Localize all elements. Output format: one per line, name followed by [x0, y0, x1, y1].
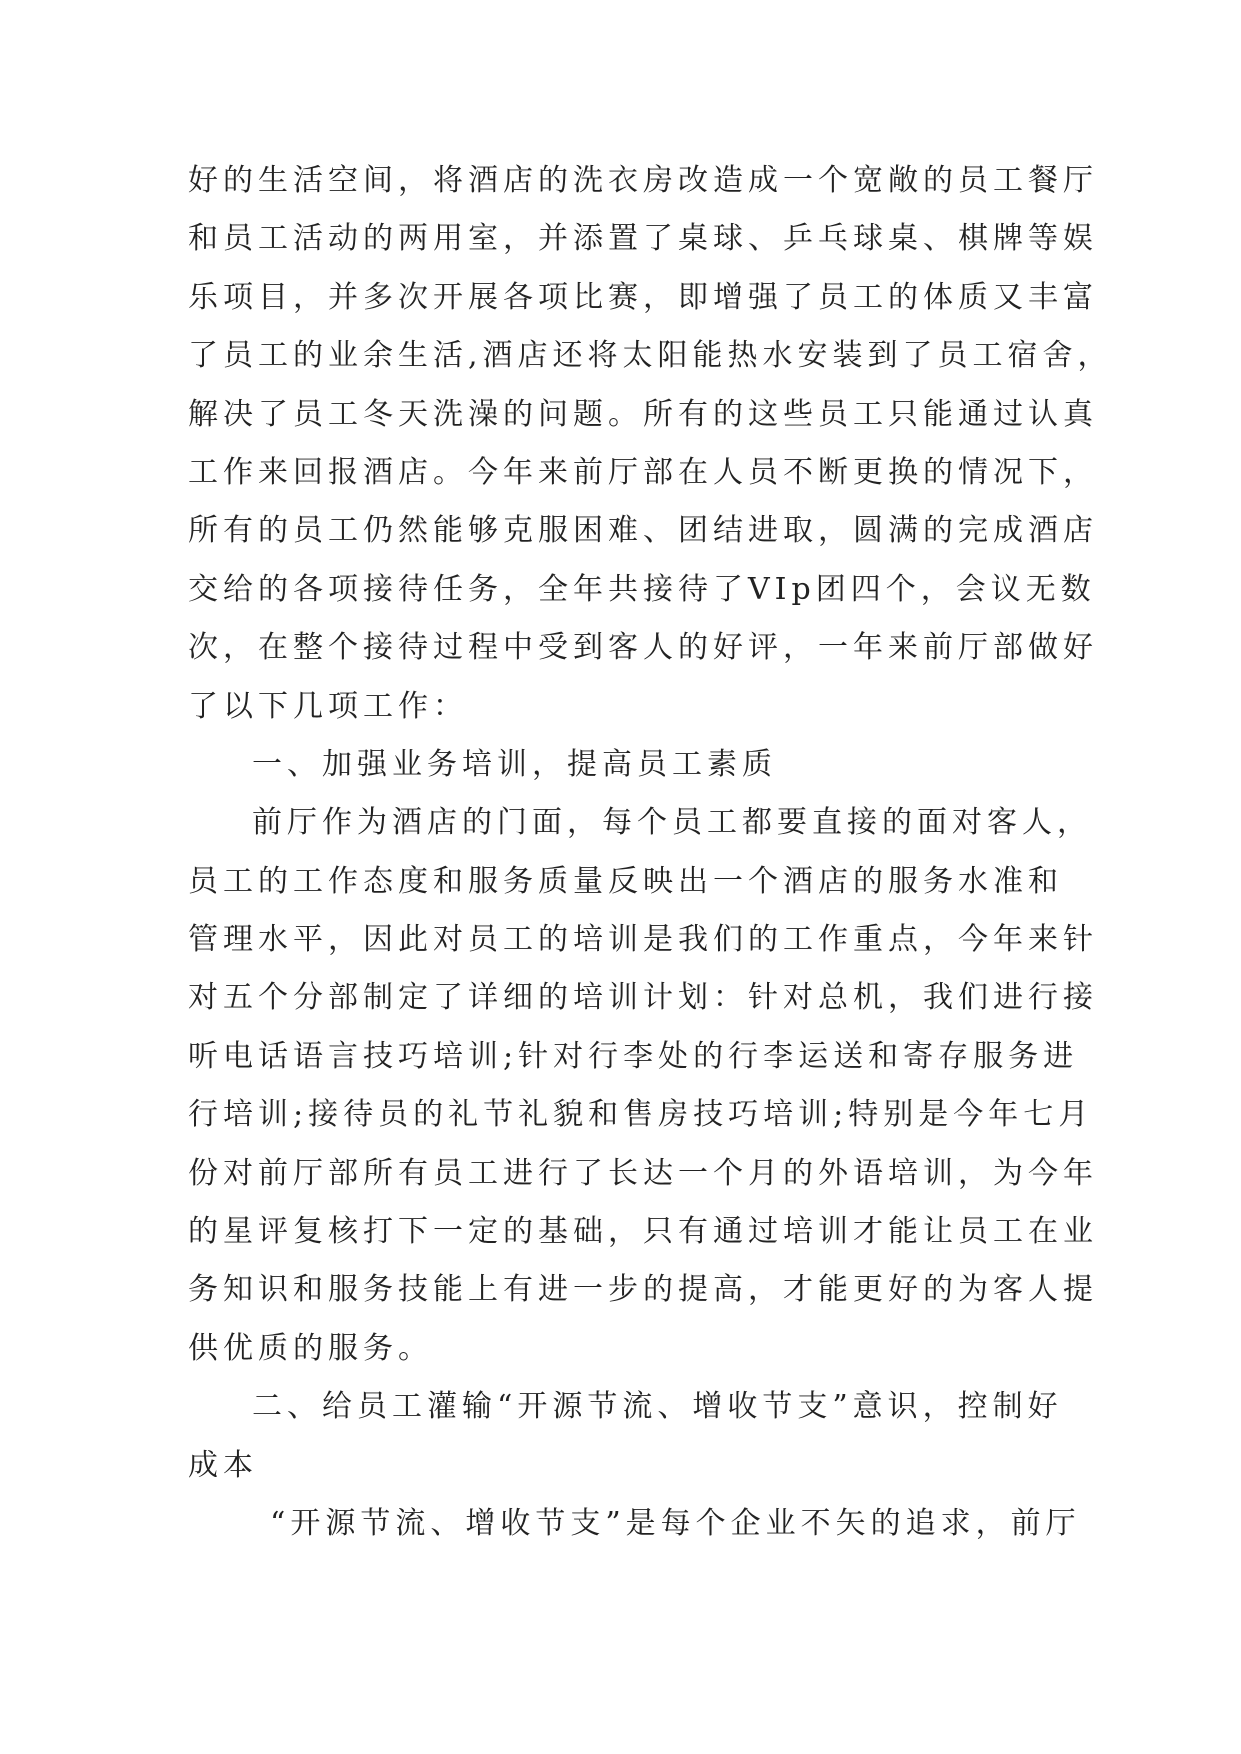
- document-body: [188, 152, 1113, 1553]
- text-line: 所有的员工仍然能够克服困难、团结进取，圆满的完成酒店: [188, 513, 1098, 549]
- text-line: 交给的各项接待任务，全年共接待了VIp团四个，会议无数: [188, 571, 1096, 607]
- text-line: 工作来回报酒店。今年来前厅部在人员不断更换的情况下，: [188, 454, 1098, 490]
- text-line: 听电话语言技巧培训;针对行李处的行李运送和寄存服务进: [188, 1038, 1079, 1074]
- text-line: 次，在整个接待过程中受到客人的好评，一年来前厅部做好: [188, 630, 1098, 666]
- text-line: 了员工的业余生活,酒店还将太阳能热水安装到了员工宿舍，: [188, 338, 1113, 374]
- text-line: 管理水平，因此对员工的培训是我们的工作重点，今年来针: [188, 922, 1098, 958]
- section-heading: 一、加强业务培训，提高员工素质: [252, 746, 777, 782]
- text-line: 员工的工作态度和服务质量反映出一个酒店的服务水准和: [188, 863, 1063, 899]
- paragraph-start: “开源节流、增收节支”是每个企业不矢的追求，前厅: [270, 1505, 1081, 1541]
- text-line: 好的生活空间，将酒店的洗衣房改造成一个宽敞的员工餐厅: [188, 163, 1098, 198]
- text-line: 解决了员工冬天洗澡的问题。所有的这些员工只能通过认真: [188, 396, 1098, 432]
- section-heading: 二、给员工灌输“开源节流、增收节支”意识，控制好: [252, 1389, 1063, 1425]
- text-line: 行培训;接待员的礼节礼貌和售房技巧培训;特别是今年七月: [188, 1097, 1094, 1133]
- text-line: 乐项目，并多次开展各项比赛，即增强了员工的体质又丰富: [188, 279, 1098, 315]
- text-line: 成本: [188, 1447, 258, 1483]
- text-line: 务知识和服务技能上有进一步的提高，才能更好的为客人提: [188, 1272, 1098, 1308]
- text-line: 和员工活动的两用室，并添置了桌球、乒乓球桌、棋牌等娱: [188, 221, 1098, 257]
- text-line: 份对前厅部所有员工进行了长达一个月的外语培训，为今年: [188, 1155, 1098, 1191]
- paragraph-start: 前厅作为酒店的门面，每个员工都要直接的面对客人，: [252, 805, 1092, 841]
- text-line: 了以下几项工作：: [188, 688, 468, 724]
- text-line: 供优质的服务。: [188, 1330, 433, 1366]
- text-line: 的星评复核打下一定的基础，只有通过培训才能让员工在业: [188, 1214, 1098, 1250]
- text-line: 对五个分部制定了详细的培训计划：针对总机，我们进行接: [188, 980, 1098, 1016]
